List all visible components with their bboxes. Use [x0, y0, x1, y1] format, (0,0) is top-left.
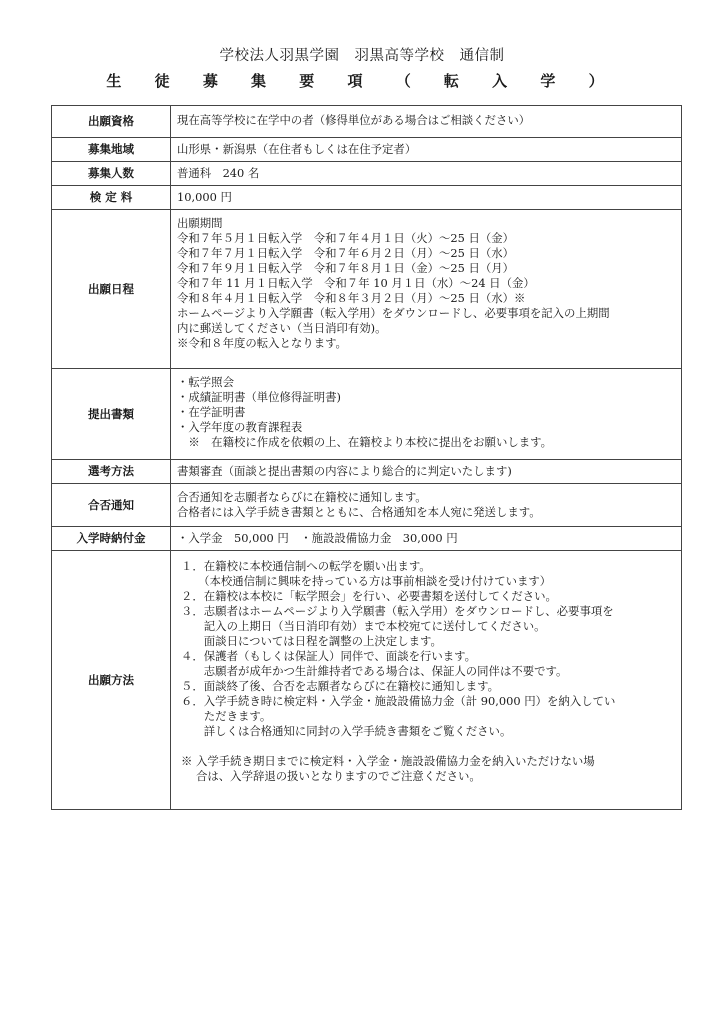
payment-text: ・入学金 50,000 円 ・施設設備協力金 30,000 円 — [177, 531, 458, 545]
method-line: １．在籍校に本校通信制への転学を願い出ます。 — [181, 559, 431, 573]
fee-text: 10,000 円 — [177, 190, 232, 204]
schedule-line: 令和７年 11 月１日転入学 令和７年 10 月１日（水）～24 日（金） — [177, 276, 535, 290]
label-selection: 選考方法 — [52, 460, 171, 484]
method-line: ６．入学手続き時に検定料・入学金・施設設備協力金（計 90,000 円）を納入してい — [181, 694, 616, 708]
result-line: 合否通知を志願者ならびに在籍校に通知します。 — [177, 490, 427, 504]
area-text: 山形県・新潟県（在住者もしくは在住予定者） — [177, 142, 417, 156]
method-line: ３．志願者はホームページより入学願書（転入学用）をダウンロードし、必要事項を — [181, 604, 614, 618]
method-line: ただきます。 — [181, 709, 272, 723]
method-line: 面談日については日程を調整の上決定します。 — [181, 634, 442, 648]
table-row-qualification — [52, 106, 682, 138]
schedule-line: 令和７年９月１日転入学 令和７年８月１日（金）～25 日（月） — [177, 261, 515, 275]
value-documents — [171, 369, 682, 460]
table-row-documents — [52, 369, 682, 460]
table-row-fee — [52, 186, 682, 210]
schedule-line: 内に郵送してください（当日消印有効)。 — [177, 321, 387, 335]
table-row-payment — [52, 527, 682, 551]
schedule-line: 出願期間 — [177, 216, 223, 230]
method-line: ５．面談終了後、合否を志願者ならびに在籍校に通知します。 — [181, 679, 500, 693]
value-area — [171, 138, 682, 162]
method-note-line: ※ 入学手続き期日までに検定料・入学金・施設設備協力金を納入いただけない場 — [181, 754, 595, 768]
table-row-method — [52, 551, 682, 810]
label-result: 合否通知 — [52, 484, 171, 527]
table-row-selection — [52, 460, 682, 484]
school-title: 学校法人羽黒学園 羽黒高等学校 通信制 — [219, 48, 505, 64]
result-line: 合格者には入学手続き書類とともに、合格通知を本人宛に発送します。 — [177, 505, 541, 519]
requirements-table — [51, 105, 682, 810]
method-line: 詳しくは合格通知に同封の入学手続き書類をご覧ください。 — [181, 724, 512, 738]
value-result — [171, 484, 682, 527]
documents-line: ・転学照会 — [177, 375, 234, 389]
documents-line: ・在学証明書 — [177, 405, 246, 419]
label-payment: 入学時納付金 — [52, 527, 171, 551]
table-row-area — [52, 138, 682, 162]
label-documents: 提出書類 — [52, 369, 171, 460]
schedule-line: 令和７年７月１日転入学 令和７年６月２日（月）～25 日（水） — [177, 246, 515, 260]
schedule-line: ※令和８年度の転入となります。 — [177, 336, 347, 350]
value-fee — [171, 186, 682, 210]
value-capacity — [171, 162, 682, 186]
method-note-line: 合は、入学辞退の扱いとなりますのでご注意ください。 — [181, 769, 481, 783]
method-line: ２．在籍校は本校に「転学照会」を行い、必要書類を送付してください。 — [181, 589, 557, 603]
value-schedule — [171, 210, 682, 369]
label-method: 出願方法 — [52, 551, 171, 810]
selection-text: 書類審査（面談と提出書類の内容により総合的に判定いたします) — [177, 464, 512, 478]
method-line: 記入の上期日（当日消印有効）まで本校宛てに送付してください。 — [181, 619, 546, 633]
documents-line: ※ 在籍校に作成を依頼の上、在籍校より本校に提出をお願いします。 — [177, 435, 552, 449]
label-fee: 検 定 料 — [52, 186, 171, 210]
table-row-result — [52, 484, 682, 527]
method-line: （本校通信制に興味を持っている方は事前相談を受け付けています） — [181, 574, 552, 588]
qualification-text: 現在高等学校に在学中の者（修得単位がある場合はご相談ください） — [177, 113, 531, 127]
label-qualification: 出願資格 — [52, 106, 171, 138]
label-schedule: 出願日程 — [52, 210, 171, 369]
page-title: 生 徒 募 集 要 項 （ 転 入 学 ） — [106, 72, 618, 90]
value-payment — [171, 527, 682, 551]
value-selection — [171, 460, 682, 484]
method-line: 志願者が成年かつ生計維持者である場合は、保証人の同伴は不要です。 — [181, 664, 568, 678]
table-row-schedule — [52, 210, 682, 369]
method-line-spacer — [181, 739, 675, 754]
label-area: 募集地域 — [52, 138, 171, 162]
schedule-line: 令和８年４月１日転入学 令和８年３月２日（月）～25 日（水）※ — [177, 291, 526, 305]
label-capacity: 募集人数 — [52, 162, 171, 186]
value-qualification — [171, 106, 682, 138]
capacity-text: 普通科 240 名 — [177, 166, 260, 180]
value-method — [171, 551, 682, 810]
method-line: ４．保護者（もしくは保証人）同伴で、面談を行います。 — [181, 649, 477, 663]
documents-line: ・成績証明書（単位修得証明書) — [177, 390, 341, 404]
schedule-line: 令和７年５月１日転入学 令和７年４月１日（火）～25 日（金） — [177, 231, 515, 245]
documents-line: ・入学年度の教育課程表 — [177, 420, 303, 434]
table-row-capacity — [52, 162, 682, 186]
schedule-line: ホームページより入学願書（転入学用）をダウンロードし、必要事項を記入の上期間 — [177, 306, 610, 320]
